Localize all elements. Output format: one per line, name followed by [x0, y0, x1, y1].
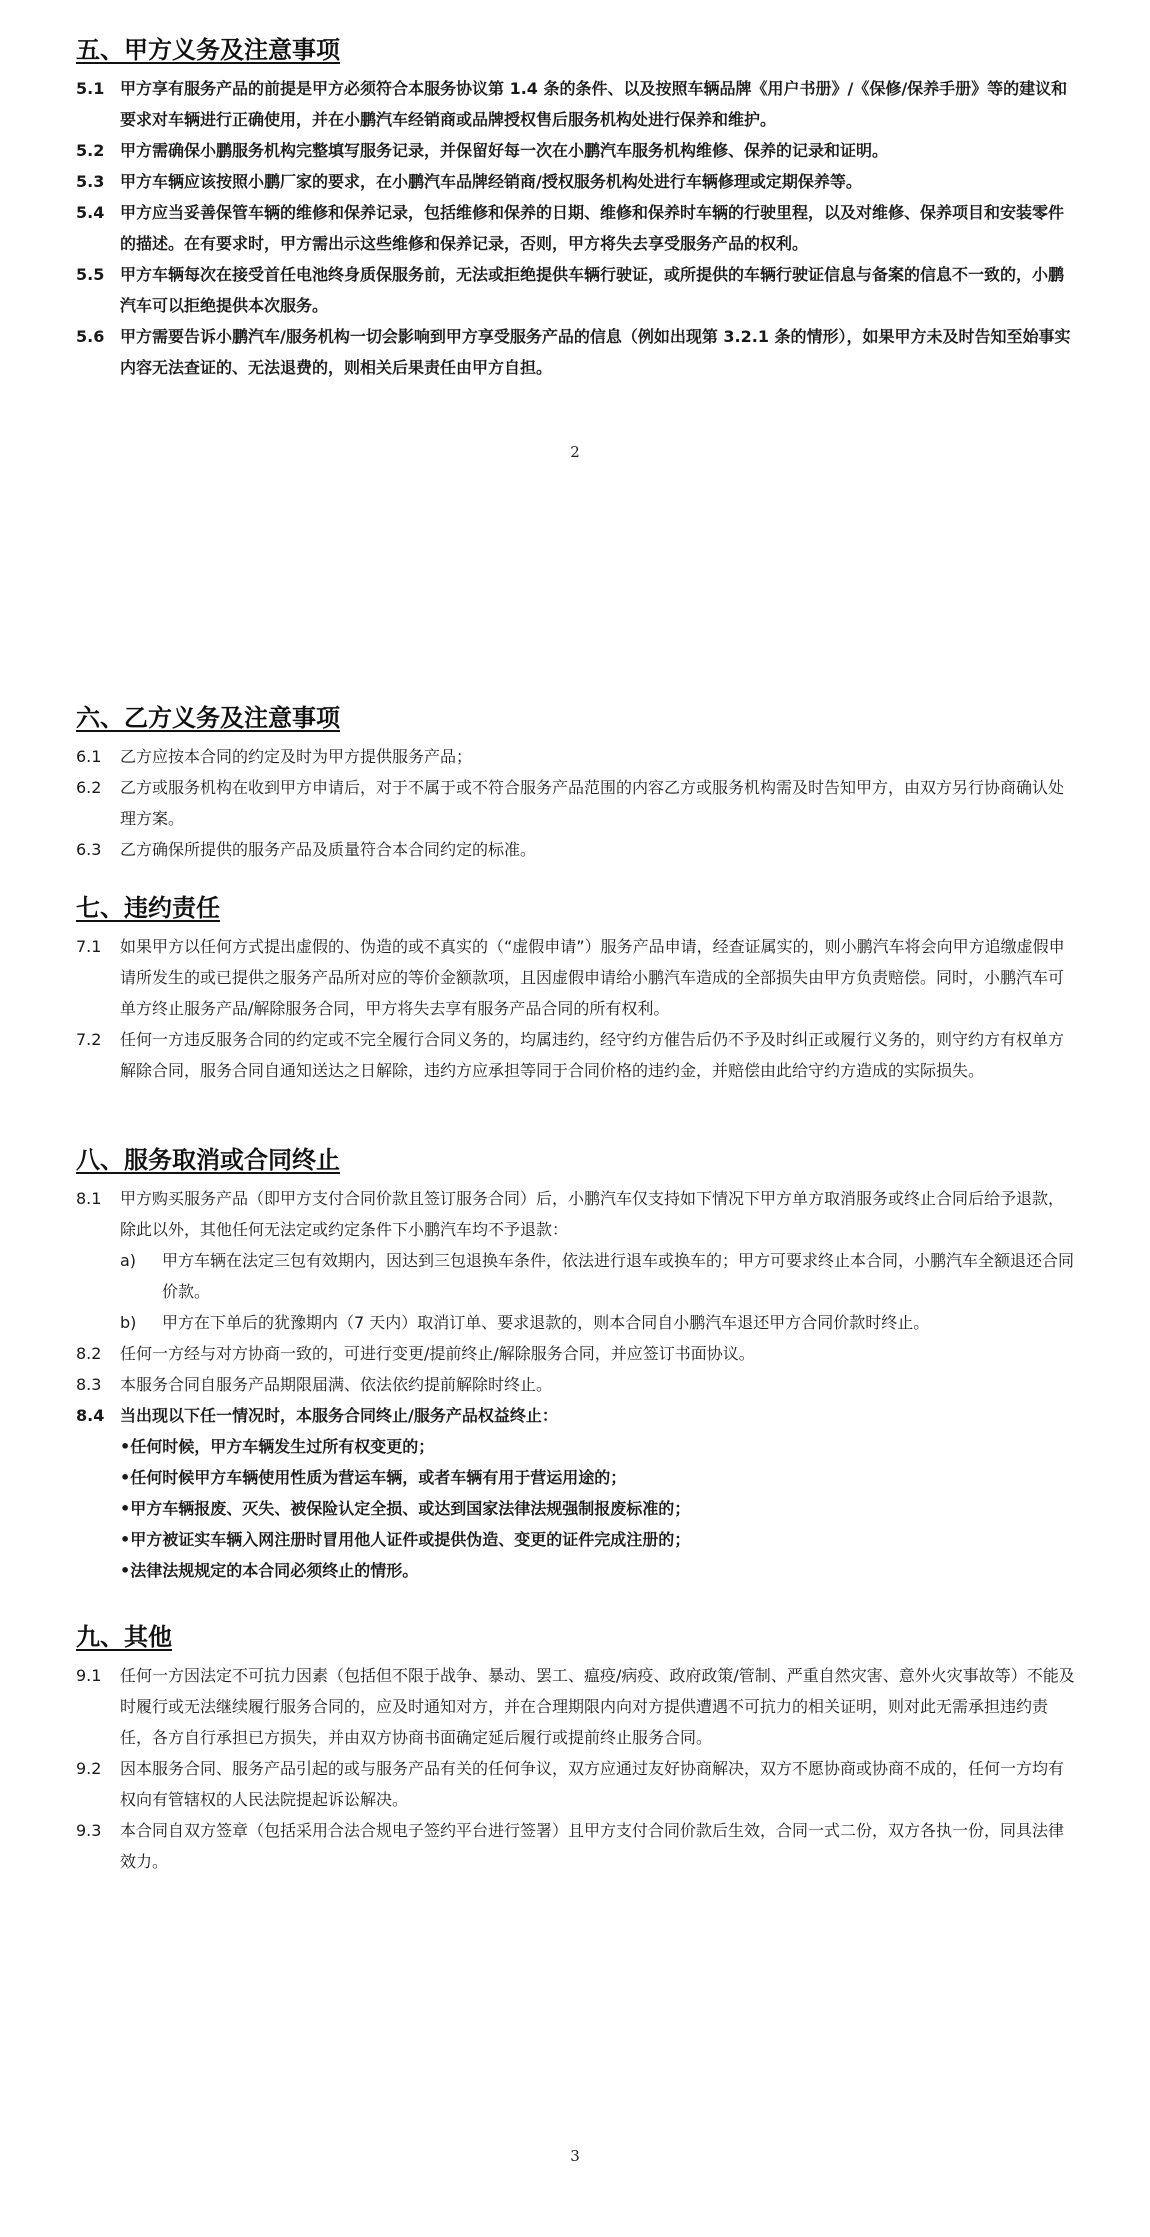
clause-text: 当出现以下任一情况时，本服务合同终止/服务产品权益终止： [120, 1406, 558, 1425]
clause-text: 乙方或服务机构在收到甲方申请后，对于不属于或不符合服务产品范围的内容乙方或服务机构需及时告知甲方，由双方另行协商确认处理方案。 [120, 778, 1065, 828]
section-title: 九、其他 [76, 1623, 172, 1651]
clause-number: 5.3 [76, 172, 105, 191]
clause-8-2 [76, 1338, 1076, 1369]
clause-number: 5.2 [76, 141, 105, 160]
clause-number: 5.6 [76, 327, 105, 346]
bullet-item: •任何时候，甲方车辆发生过所有权变更的； [120, 1437, 435, 1456]
clause-text: 甲方应当妥善保管车辆的维修和保养记录，包括维修和保养的日期、维修和保养时车辆的行驶里程，以及对维修、保养项目和安装零件的描述。在有要求时，甲方需出示这些维修和保养记录，否则，甲方将失去享受服务产品的权利。 [120, 203, 1065, 253]
clause-number: 9.3 [76, 1821, 102, 1840]
clause-number: 5.4 [76, 203, 105, 222]
clause-5-6 [76, 321, 1076, 383]
clause-8-3 [76, 1369, 1076, 1400]
clause-number: 9.1 [76, 1666, 102, 1685]
clause-text: 本合同自双方签章（包括采用合法合规电子签约平台进行签署）且甲方支付合同价款后生效，合同一式二份，双方各执一份，同具法律效力。 [120, 1821, 1065, 1871]
clause-text: 甲方需要告诉小鹏汽车/服务机构一切会影响到甲方享受服务产品的信息（例如出现第 3.2.1 条的情形），如果甲方未及时告知至始事实内容无法查证的、无法退费的，则相关后果责任由甲方自担。 [120, 327, 1071, 377]
clause-9-1 [76, 1660, 1076, 1753]
clause-number: 6.1 [76, 747, 102, 766]
bullet-item: •甲方车辆报废、灭失、被保险认定全损、或达到国家法律法规强制报废标准的； [120, 1499, 691, 1518]
clause-9-2 [76, 1753, 1076, 1815]
section-title: 六、乙方义务及注意事项 [76, 704, 340, 732]
clause-number: 5.1 [76, 79, 105, 98]
clause-5-4 [76, 197, 1076, 259]
clause-text: 本服务合同自服务产品期限届满、依法依约提前解除时终止。 [120, 1375, 553, 1394]
section-9 [76, 1617, 1076, 1877]
sub-item-b [76, 1307, 1076, 1338]
clause-number: 6.3 [76, 840, 102, 859]
clause-text: 任何一方因法定不可抗力因素（包括但不限于战争、暴动、罢工、瘟疫/病疫、政府政策/管制、严重自然灾害、意外火灾事故等）不能及时履行或无法继续履行服务合同的，应及时通知对方，并在合理期限内向对方提供遭遇不可抗力的相关证明，则对此无需承担违约责任，各方自行承担已方损失，并由双方协商书面确定延后履行或提前终止服务合同。 [120, 1666, 1075, 1747]
clause-7-1 [76, 931, 1076, 1024]
clause-number: 7.2 [76, 1030, 102, 1049]
clause-9-3 [76, 1815, 1076, 1877]
sub-item-text: 甲方在下单后的犹豫期内（7 天内）取消订单、要求退款的，则本合同自小鹏汽车退还甲方合同价款时终止。 [162, 1313, 930, 1332]
section-8 [76, 1140, 1076, 1586]
clause-8-4 [76, 1400, 1076, 1431]
sub-item-text: 甲方车辆在法定三包有效期内，因达到三包退换车条件，依法进行退车或换车的；甲方可要求终止本合同，小鹏汽车全额退还合同价款。 [162, 1251, 1075, 1301]
clause-number: 8.1 [76, 1189, 102, 1208]
clause-text: 乙方应按本合同的约定及时为甲方提供服务产品； [120, 747, 473, 766]
clause-5-2 [76, 135, 1076, 166]
clause-5-5 [76, 259, 1076, 321]
page-number: 2 [570, 443, 580, 461]
section-7 [76, 888, 1076, 1086]
clause-6-2 [76, 772, 1076, 834]
clause-text: 甲方购买服务产品（即甲方支付合同价款且签订服务合同）后，小鹏汽车仅支持如下情况下甲方单方取消服务或终止合同后给予退款，除此以外，其他任何无法定或约定条件下小鹏汽车均不予退款： [120, 1189, 1065, 1239]
sub-item-number: a) [120, 1251, 137, 1270]
clause-number: 6.2 [76, 778, 102, 797]
section-title: 七、违约责任 [76, 894, 220, 922]
bullet-item: •法律法规规定的本合同必须终止的情形。 [120, 1561, 419, 1580]
section-6 [76, 698, 1076, 865]
clause-text: 任何一方经与对方协商一致的，可进行变更/提前终止/解除服务合同，并应签订书面协议。 [120, 1344, 755, 1363]
clause-text: 甲方车辆应该按照小鹏厂家的要求，在小鹏汽车品牌经销商/授权服务机构处进行车辆修理或定期保养等。 [120, 172, 862, 191]
bullet-item: •任何时候甲方车辆使用性质为营运车辆，或者车辆有用于营运用途的； [120, 1468, 627, 1487]
clause-text: 甲方车辆每次在接受首任电池终身质保服务前，无法或拒绝提供车辆行驶证，或所提供的车辆行驶证信息与备案的信息不一致的，小鹏汽车可以拒绝提供本次服务。 [120, 265, 1065, 315]
clause-number: 9.2 [76, 1759, 102, 1778]
clause-number: 8.4 [76, 1406, 105, 1425]
clause-6-3 [76, 834, 1076, 865]
clause-text: 因本服务合同、服务产品引起的或与服务产品有关的任何争议，双方应通过友好协商解决，双方不愿协商或协商不成的，任何一方均有权向有管辖权的人民法院提起诉讼解决。 [120, 1759, 1065, 1809]
section-5 [76, 30, 1076, 383]
sub-item-number: b) [120, 1313, 137, 1332]
sub-item-a [76, 1245, 1076, 1307]
clause-text: 甲方需确保小鹏服务机构完整填写服务记录，并保留好每一次在小鹏汽车服务机构维修、保养的记录和证明。 [120, 141, 889, 160]
clause-text: 任何一方违反服务合同的约定或不完全履行合同义务的，均属违约，经守约方催告后仍不予及时纠正或履行义务的，则守约方有权单方解除合同，服务合同自通知送达之日解除，违约方应承担等同于合同价格的违约金，并赔偿由此给守约方造成的实际损失。 [120, 1030, 1065, 1080]
bullet-item: •甲方被证实车辆入网注册时冒用他人证件或提供伪造、变更的证件完成注册的； [120, 1530, 691, 1549]
clause-number: 7.1 [76, 937, 102, 956]
clause-5-1 [76, 73, 1076, 135]
clause-text: 甲方享有服务产品的前提是甲方必须符合本服务协议第 1.4 条的条件、以及按照车辆品牌《用户书册》/《保修/保养手册》等的建议和要求对车辆进行正确使用，并在小鹏汽车经销商或品牌授权售后服务机构处进行保养和维护。 [120, 79, 1068, 129]
clause-text: 如果甲方以任何方式提出虚假的、伪造的或不真实的（“虚假申请”）服务产品申请，经查证属实的，则小鹏汽车将会向甲方追缴虚假申请所发生的或已提供之服务产品所对应的等价金额款项，且因虚假申请给小鹏汽车造成的全部损失由甲方负责赔偿。同时，小鹏汽车可单方终止服务产品/解除服务合同，甲方将失去享有服务产品合同的所有权利。 [120, 937, 1065, 1018]
clause-number: 8.3 [76, 1375, 102, 1394]
section-title: 八、服务取消或合同终止 [76, 1146, 340, 1174]
clause-number: 8.2 [76, 1344, 102, 1363]
section-title: 五、甲方义务及注意事项 [76, 36, 340, 64]
clause-5-3 [76, 166, 1076, 197]
clause-6-1 [76, 741, 1076, 772]
clause-text: 乙方确保所提供的服务产品及质量符合本合同约定的标准。 [120, 840, 537, 859]
clause-7-2 [76, 1024, 1076, 1086]
clause-number: 5.5 [76, 265, 105, 284]
page-number: 3 [570, 2147, 580, 2165]
clause-8-1 [76, 1183, 1076, 1245]
